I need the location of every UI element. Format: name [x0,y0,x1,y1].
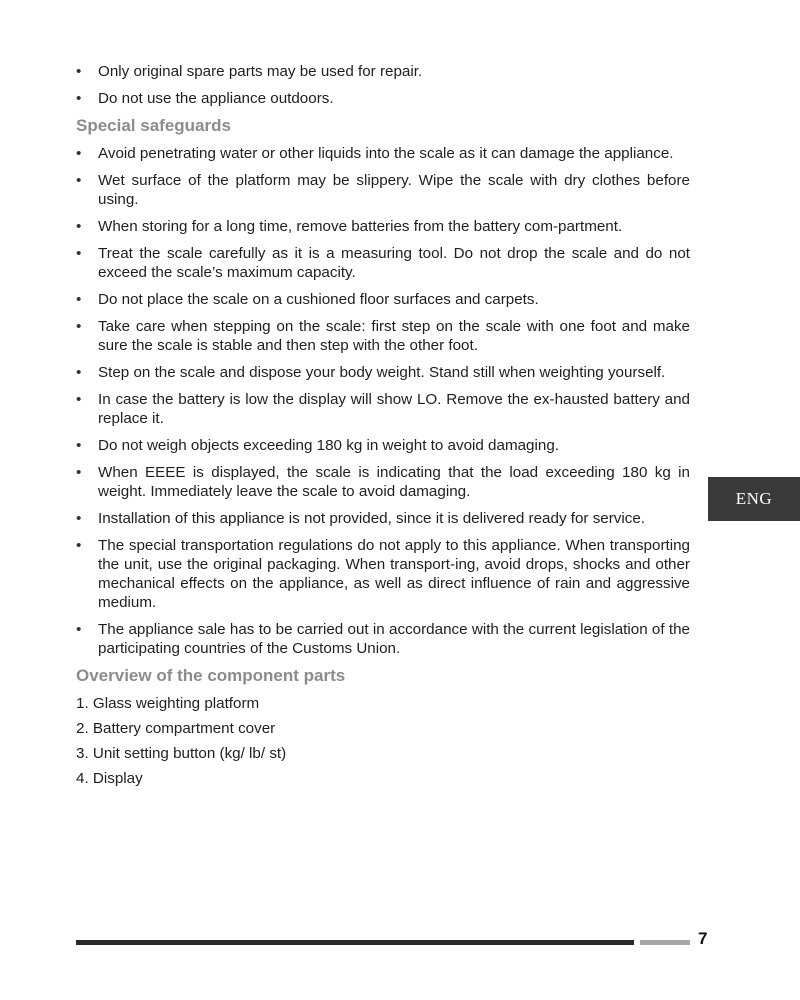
page-number: 7 [698,929,708,948]
list-item: • Wet surface of the platform may be slippery. Wipe the scale with dry clothes before using. [76,171,690,209]
list-item: • Avoid penetrating water or other liquids into the scale as it can damage the appliance. [76,144,690,163]
component-parts-list [76,694,690,788]
list-item: • Only original spare parts may be used for repair. [76,62,690,81]
list-item: • In case the battery is low the display will show LO. Remove the ex-hausted battery and replace it. [76,390,690,428]
list-item: • The special transportation regulations do not apply to this appliance. When transporting the unit, use the original packaging. When transport-ing, avoid drops, shocks and other mechanical effects on the appliance, as well as direct influence of rain and aggressive medium. [76,536,690,612]
list-item: • Do not use the appliance outdoors. [76,89,690,108]
footer-rule-dark [76,940,634,945]
list-item: • The appliance sale has to be carried out in accordance with the current legislation of the participating countries of the Customs Union. [76,620,690,658]
list-item: • Treat the scale carefully as it is a measuring tool. Do not drop the scale and do not exceed the scale’s maximum capacity. [76,244,690,282]
list-item: • When EEEE is displayed, the scale is indicating that the load exceeding 180 kg in weight. Immediately leave the scale to avoid damaging. [76,463,690,501]
special-safeguards-heading: Special safeguards [76,116,231,135]
list-item: • Take care when stepping on the scale: first step on the scale with one foot and make sure the scale is stable and then step with the other foot. [76,317,690,355]
intro-bullet-list [76,62,690,108]
list-item: • Do not place the scale on a cushioned floor surfaces and carpets. [76,290,690,309]
list-item: 3. Unit setting button (kg/ lb/ st) [76,745,287,762]
list-item: • Step on the scale and dispose your body weight. Stand still when weighting yourself. [76,363,690,382]
list-item: 1. Glass weighting platform [76,695,260,712]
list-item: • Installation of this appliance is not provided, since it is delivered ready for service. [76,509,690,528]
list-item: • Do not weigh objects exceeding 180 kg in weight to avoid damaging. [76,436,690,455]
page-content [76,62,690,794]
special-safeguards-list [76,144,690,658]
component-parts-heading: Overview of the component parts [76,666,346,685]
list-item: • When storing for a long time, remove batteries from the battery com-partment. [76,217,690,236]
footer-rule-light [640,940,690,945]
list-item: 2. Battery compartment cover [76,720,276,737]
language-tab: ENG [708,477,800,521]
list-item: 4. Display [76,770,143,787]
